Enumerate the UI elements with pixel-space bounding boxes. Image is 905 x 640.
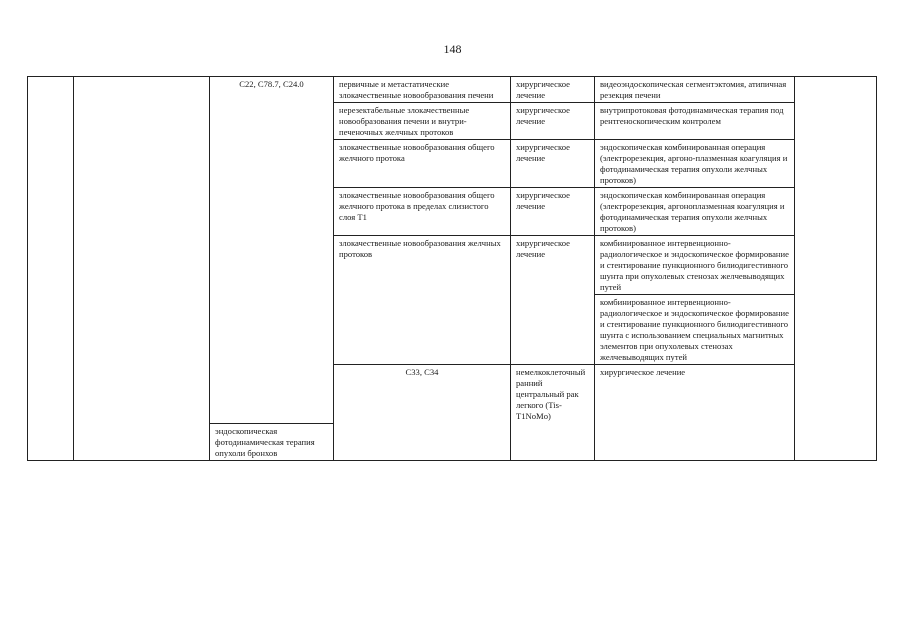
cell-method: эндоскопическая комбинированная операция (электрорезекция, аргоноплазменная коагуляция и фотодинамическая терапия опухоли желчных протоков) xyxy=(595,188,795,236)
page-number: 148 xyxy=(443,42,462,56)
cell-method: комбинированное интервенционно-радиологическое и эндоскопическое формирование и стентирование пункционного билиодигестивного шунта при опухолевых стенозах желчевыводящих путей xyxy=(595,236,795,295)
cell-diagnosis: немелкоклеточный ранний центральный рак легкого (Tis-T1NoMo) xyxy=(511,365,595,461)
cell-treatment: хирургическое лечение xyxy=(511,103,595,140)
cell-treatment: хирургическое лечение xyxy=(595,365,795,461)
treatment-table xyxy=(27,76,877,461)
cell-method: эндоскопическая фотодинамическая терапия опухоли бронхов xyxy=(210,424,334,461)
cell-cost xyxy=(795,77,877,461)
cell-diagnosis: злокачественные новообразования общего желчного протока xyxy=(334,140,511,188)
cell-profile xyxy=(74,77,210,461)
cell-method: эндоскопическая комбинированная операция (электрорезекция, аргоно-плазменная коагуляция и фотодинамическая терапия опухоли желчных протоков) xyxy=(595,140,795,188)
cell-treatment: хирургическое лечение xyxy=(511,236,595,365)
cell-codes: C22, C78.7, C24.0 xyxy=(210,77,334,424)
cell-treatment: хирургическое лечение xyxy=(511,77,595,103)
cell-diagnosis: нерезектабельные злокачественные новообразования печени и внутри-печеночных желчных протоков xyxy=(334,103,511,140)
cell-diagnosis: злокачественные новообразования желчных протоков xyxy=(334,236,511,365)
cell-number xyxy=(28,77,74,461)
cell-treatment: хирургическое лечение xyxy=(511,140,595,188)
cell-codes: C33, C34 xyxy=(334,365,511,461)
cell-diagnosis: первичные и метастатические злокачественные новообразования печени xyxy=(334,77,511,103)
cell-method: внутрипротоковая фотодинамическая терапия под рентгеноскопическим контролем xyxy=(595,103,795,140)
cell-treatment: хирургическое лечение xyxy=(511,188,595,236)
cell-diagnosis: злокачественные новообразования общего желчного протока в пределах слизистого слоя T1 xyxy=(334,188,511,236)
cell-method: комбинированное интервенционно-радиологическое и эндоскопическое формирование и стентирование пункционного билиодигестивного шунта с использованием специальных магнитных элементов при опухолевых стенозах желчевыводящих путей xyxy=(595,295,795,365)
table-row xyxy=(28,77,877,103)
cell-method: видеоэндоскопическая сегментэктомия, атипичная резекция печени xyxy=(595,77,795,103)
